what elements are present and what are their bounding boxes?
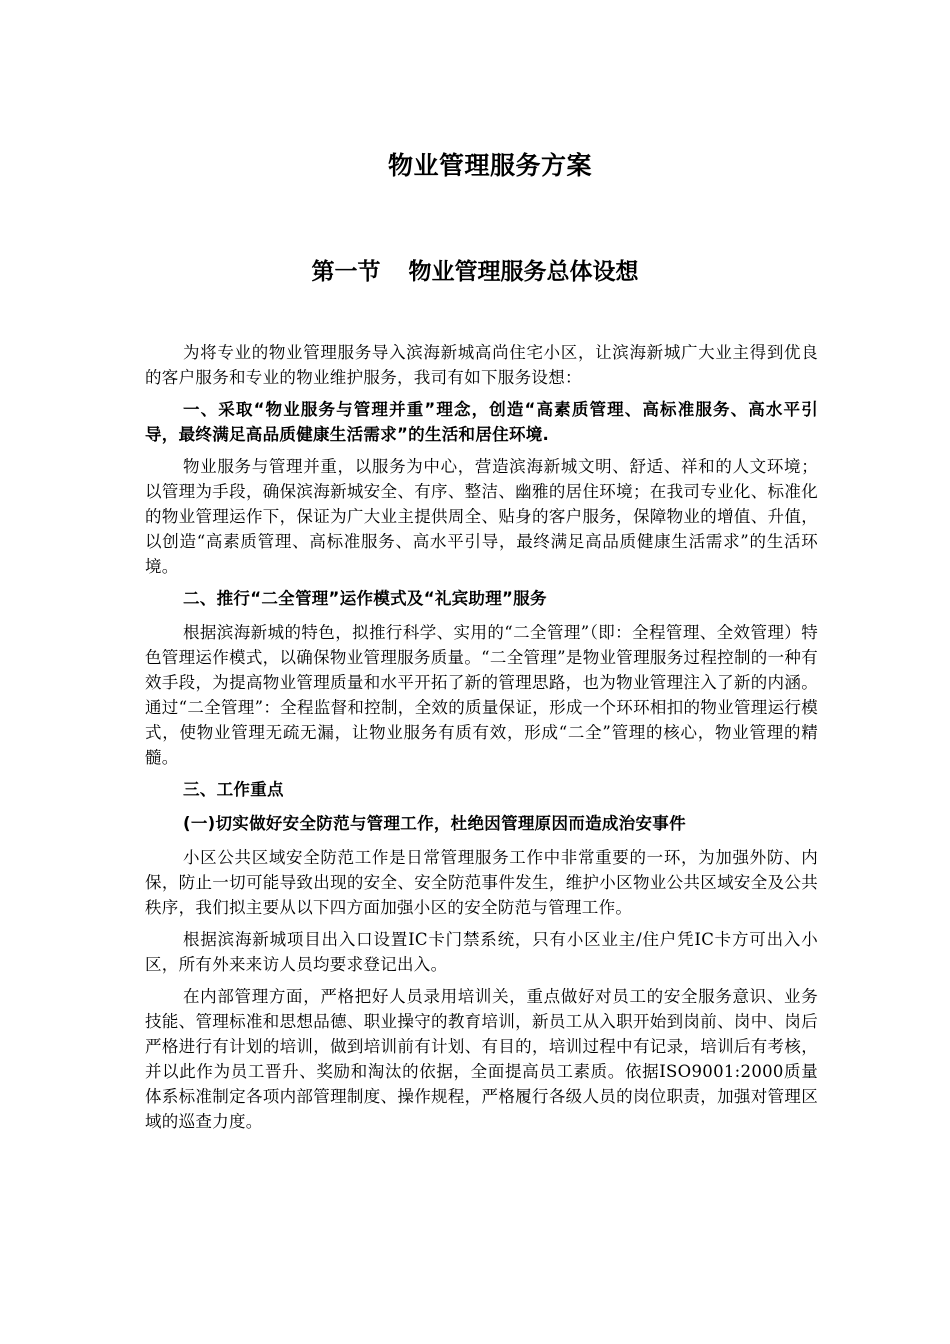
document-title: 物业管理服务方案 — [387, 151, 592, 180]
body-paragraph: 小区公共区域安全防范工作是日常管理服务工作中非常重要的一环，为加强外防、内保，防止一切可能导致出现的安全、安全防范事件发生，维护小区物业公共区域安全及公共秩序，我们拟主要从以下四方面加强小区的安全防范与管理工作。 — [145, 848, 818, 917]
subheading-one: (一)切实做好安全防范与管理工作，杜绝因管理原因而造成治安事件 — [183, 814, 686, 833]
body-paragraph: 在内部管理方面，严格把好人员录用培训关，重点做好对员工的安全服务意识、业务技能、管理标准和思想品德、职业操守的教育培训，新员工从入职开始到岗前、岗中、岗后严格进行有计划的培训，做到培训前有计划、有目的，培训过程中有记录，培训后有考核，并以此作为员工晋升、奖励和淘汰的依据，全面提高员工素质。依据ISO9001:2000质量体系标准制定各项内部管理制度、操作规程，严格履行各级人员的岗位职责，加强对管理区域的巡查力度。 — [145, 987, 818, 1131]
body-paragraph: 根据滨海新城项目出入口设置IC卡门禁系统，只有小区业主/住户凭IC卡方可出入小区，所有外来来访人员均要求登记出入。 — [145, 930, 818, 974]
heading-three: 三、工作重点 — [183, 780, 284, 799]
section-number: 第一节 — [311, 259, 381, 285]
heading-one: 一、采取“物业服务与管理并重”理念，创造“高素质管理、高标准服务、高水平引导，最终满足高品质健康生活需求”的生活和居住环境. — [145, 400, 818, 444]
body-paragraph: 根据滨海新城的特色，拟推行科学、实用的“二全管理”（即：全程管理、全效管理）特色管理运作模式，以确保物业管理服务质量。“二全管理”是物业管理服务过程控制的一种有效手段，为提高物业管理质量和水平开拓了新的管理思路，也为物业管理注入了新的内涵。通过“二全管理”：全程监督和控制，全效的质量保证，形成一个环环相扣的物业管理运行模式，使物业管理无疏无漏，让物业服务有质有效，形成“二全”管理的核心，物业管理的精髓。 — [145, 623, 818, 767]
body-paragraph: 物业服务与管理并重，以服务为中心，营造滨海新城文明、舒适、祥和的人文环境；以管理为手段，确保滨海新城安全、有序、整洁、幽雅的居住环境；在我司专业化、标准化的物业管理运作下，保证为广大业主提供周全、贴身的客户服务，保障物业的增值、升值，以创造“高素质管理、高标准服务、高水平引导，最终满足高品质健康生活需求”的生活环境。 — [145, 457, 818, 576]
section-name: 物业管理服务总体设想 — [408, 259, 639, 285]
heading-two: 二、推行“二全管理”运作模式及“礼宾助理”服务 — [183, 589, 547, 608]
document-body — [145, 340, 818, 1141]
section-heading — [0, 253, 950, 286]
intro-paragraph: 为将专业的物业管理服务导入滨海新城高尚住宅小区，让滨海新城广大业主得到优良的客户服务和专业的物业维护服务，我司有如下服务设想： — [145, 343, 818, 387]
